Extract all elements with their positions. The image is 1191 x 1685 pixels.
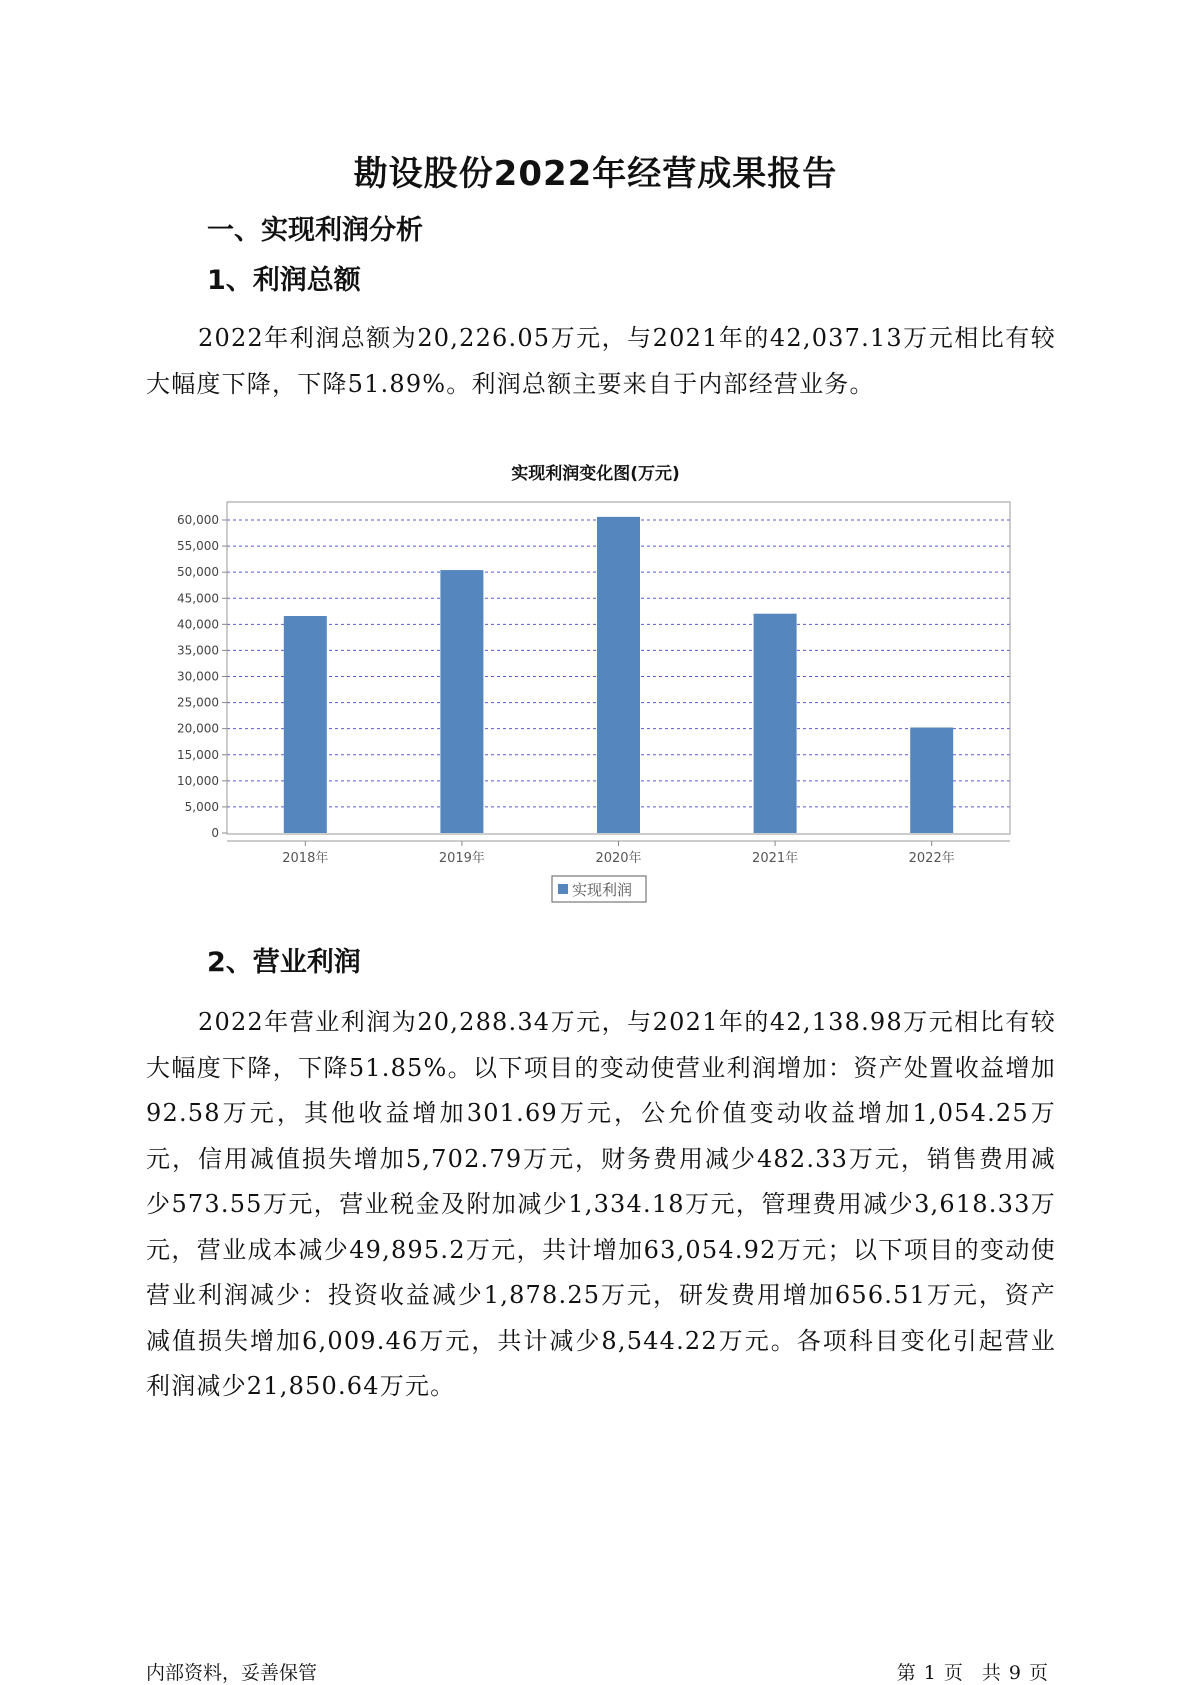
y-tick-label: 45,000 [177, 591, 219, 606]
y-tick-label: 10,000 [177, 773, 219, 788]
x-tick-label: 2020年 [595, 851, 642, 866]
chart-bars [284, 517, 953, 833]
y-tick-label: 30,000 [177, 669, 219, 684]
legend-swatch [558, 884, 568, 894]
page-current: 1 [923, 1662, 936, 1684]
page-total: 9 [1008, 1662, 1021, 1684]
chart-x-axis [282, 841, 954, 866]
bar-4 [754, 614, 797, 833]
subheading-total-profit: 1、利润总额 [207, 265, 361, 296]
y-tick-label: 15,000 [177, 747, 219, 762]
page-mid: 页 共 [943, 1662, 1001, 1684]
bar-3 [597, 517, 640, 833]
y-tick-label: 55,000 [177, 539, 219, 554]
document-title: 勘设股份2022年经营成果报告 [353, 154, 838, 194]
y-tick-label: 60,000 [177, 513, 219, 527]
bar-2 [440, 570, 483, 833]
y-tick-label: 5,000 [184, 799, 219, 814]
y-tick-label: 0 [211, 826, 219, 840]
x-tick-label: 2019年 [438, 851, 485, 866]
chart-y-axis [177, 513, 227, 840]
y-tick-label: 20,000 [177, 721, 219, 736]
paragraph-total-profit: 2022年利润总额为20,226.05万元，与2021年的42,037.13万元相比有较大幅度下降，下降51.89%。利润总额主要来自于内部经营业务。 [146, 324, 1056, 398]
page-suffix: 页 [1028, 1662, 1048, 1684]
section-heading-profit-analysis: 一、实现利润分析 [207, 215, 423, 246]
subheading-operating-profit: 2、营业利润 [207, 947, 361, 978]
x-tick-label: 2018年 [282, 851, 329, 866]
y-tick-label: 25,000 [177, 695, 219, 710]
page-prefix: 第 [896, 1662, 916, 1684]
y-tick-label: 40,000 [177, 617, 219, 632]
chart-title: 实现利润变化图(万元) [511, 464, 680, 484]
bar-5 [910, 727, 953, 833]
y-tick-label: 35,000 [177, 643, 219, 658]
footer-confidential-note: 内部资料，妥善保管 [146, 1662, 318, 1684]
y-tick-label: 50,000 [177, 565, 219, 580]
footer-page-number [897, 1658, 1048, 1685]
paragraph-operating-profit: 2022年营业利润为20,288.34万元，与2021年的42,138.98万元相比有较大幅度下降，下降51.85%。以下项目的变动使营业利润增加：资产处置收益增加92.58万元，其他收益增加301.69万元，公允价值变动收益增加1,054.25万元，信用减值损失增加5,702.79万元，财务费用减少482.33万元，销售费用减少573.55万元，营业税金及附加减少1,334.18万元，管理费用减少3,618.33万元，营业成本减少49,895.2万元，共计增加63,054.92万元；以下项目的变动使营业利润减少：投资收益减少1,878.25万元，研发费用增加656.51万元，资产减值损失增加6,009.46万元，共计减少8,544.22万元。各项科目变化引起营业利润减少21,850.64万元。 [146, 1008, 1056, 1400]
chart-legend [552, 876, 646, 902]
bar-1 [284, 616, 327, 833]
x-tick-label: 2022年 [908, 851, 955, 866]
x-tick-label: 2021年 [752, 851, 799, 866]
legend-label: 实现利润 [572, 881, 633, 899]
